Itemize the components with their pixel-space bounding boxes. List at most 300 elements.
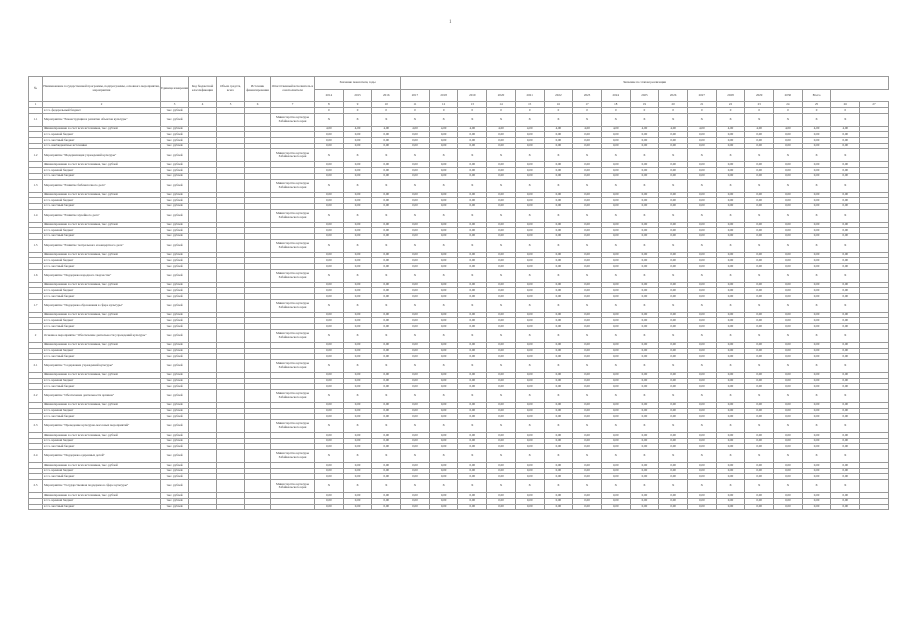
- value-cell: 0,00: [458, 342, 487, 348]
- value-cell: 0,00: [544, 384, 573, 390]
- value-cell: 0,00: [716, 414, 745, 420]
- row-name: Мероприятие "Проведение культурно-массовых мероприятий": [43, 420, 161, 433]
- value-cell: 0,00: [687, 264, 716, 270]
- row-name: в т.ч. краевой бюджет: [43, 258, 161, 264]
- value-cell: 0,00: [343, 252, 372, 258]
- index-cell: 25: [802, 102, 831, 108]
- value-cell: X: [745, 329, 774, 342]
- value-cell: 0,00: [401, 162, 430, 168]
- value-cell: 0,00: [659, 324, 688, 330]
- value-cell: 0,00: [515, 173, 544, 179]
- value-cell: X: [630, 209, 659, 222]
- value-cell: 0,00: [401, 233, 430, 239]
- row-sum: [217, 113, 245, 126]
- value-cell: 0,00: [831, 414, 860, 420]
- value-cell: 0,00: [601, 504, 630, 510]
- value-cell: X: [458, 179, 487, 192]
- year-header: 2018: [429, 90, 458, 102]
- value-cell: X: [429, 239, 458, 252]
- value-cell: 0: [458, 108, 487, 114]
- value-cell: 0,00: [372, 198, 401, 204]
- value-cell: 0,00: [515, 138, 544, 144]
- value-cell: 4,00: [687, 126, 716, 132]
- value-cell: 0,00: [515, 233, 544, 239]
- value-cell: 0,00: [687, 493, 716, 499]
- value-cell: 0,00: [831, 378, 860, 384]
- value-cell: X: [429, 359, 458, 372]
- value-cell: X: [745, 389, 774, 402]
- value-cell: X: [372, 179, 401, 192]
- value-cell: 4,00: [630, 126, 659, 132]
- row-name: Мероприятие "Развитие библиотечного дела": [43, 179, 161, 192]
- value-cell: X: [659, 420, 688, 433]
- value-cell: 0,00: [573, 348, 602, 354]
- row-name: в т.ч. местный бюджет: [43, 444, 161, 450]
- value-cell: 0,00: [716, 433, 745, 439]
- value-cell: 0,00: [343, 504, 372, 510]
- value-cell: 0,00: [716, 288, 745, 294]
- row-number: 2.2: [29, 389, 43, 402]
- value-cell: 0,00: [687, 348, 716, 354]
- value-cell: 0,00: [802, 498, 831, 504]
- value-cell: 0,00: [687, 433, 716, 439]
- value-cell: 0,00: [831, 168, 860, 174]
- value-cell: 0,00: [774, 402, 803, 408]
- row-unit: тыс. рублей: [161, 480, 189, 493]
- value-cell: 0,00: [601, 438, 630, 444]
- row-code: [189, 299, 217, 312]
- value-cell: 0,00: [774, 138, 803, 144]
- value-cell: 0,00: [716, 372, 745, 378]
- row-name: Финансирование за счет всех источников, тыс. рублей: [43, 372, 161, 378]
- row-unit: тыс. рублей: [161, 162, 189, 168]
- value-cell: 0: [515, 108, 544, 114]
- value-cell: 0,00: [716, 342, 745, 348]
- value-cell: X: [343, 299, 372, 312]
- value-cell: 0,00: [372, 162, 401, 168]
- value-cell: 0,00: [774, 348, 803, 354]
- value-cell: 0,00: [343, 342, 372, 348]
- value-cell: X: [573, 329, 602, 342]
- value-cell: 0,00: [458, 173, 487, 179]
- table-row: [29, 179, 889, 192]
- row-number: 2: [29, 329, 43, 342]
- row-source: [245, 450, 271, 463]
- value-cell: 0,00: [429, 342, 458, 348]
- row-name: в т.ч. краевой бюджет: [43, 438, 161, 444]
- value-cell: X: [716, 420, 745, 433]
- value-cell: 0: [659, 108, 688, 114]
- row-unit: тыс. рублей: [161, 198, 189, 204]
- value-cell: 0,00: [315, 378, 344, 384]
- value-cell: 0,00: [687, 282, 716, 288]
- value-cell: 0,00: [458, 408, 487, 414]
- value-cell: 0,00: [659, 438, 688, 444]
- value-cell: X: [487, 269, 516, 282]
- col-sum-header: Объем средств, всего: [217, 77, 245, 102]
- value-cell: 0,00: [774, 372, 803, 378]
- row-name: Мероприятие "Модернизация учреждений культуры": [43, 149, 161, 162]
- value-cell: 0,00: [544, 504, 573, 510]
- row-number: [29, 504, 43, 510]
- value-cell: 0,00: [315, 138, 344, 144]
- value-cell: 0,00: [831, 288, 860, 294]
- value-cell: 0,00: [831, 228, 860, 234]
- value-cell: 0,00: [745, 132, 774, 138]
- value-cell: 4,00: [831, 126, 860, 132]
- value-cell: X: [573, 359, 602, 372]
- value-cell: 0,00: [515, 378, 544, 384]
- value-cell: X: [401, 480, 430, 493]
- value-cell: 0,00: [515, 342, 544, 348]
- value-cell: 0,00: [630, 348, 659, 354]
- value-cell: 0,00: [716, 504, 745, 510]
- value-cell: 0,00: [372, 408, 401, 414]
- row-number: 1.1: [29, 113, 43, 126]
- value-cell: 0,00: [745, 433, 774, 439]
- value-cell: X: [544, 389, 573, 402]
- value-cell: 0,00: [774, 433, 803, 439]
- value-cell: 0,00: [774, 354, 803, 360]
- value-cell: 0,00: [630, 408, 659, 414]
- value-cell: 0,00: [401, 318, 430, 324]
- value-cell: 0,00: [372, 192, 401, 198]
- value-cell: 0,00: [544, 402, 573, 408]
- value-cell: X: [458, 113, 487, 126]
- value-cell: X: [745, 113, 774, 126]
- value-cell: 0,00: [515, 228, 544, 234]
- value-cell: X: [343, 209, 372, 222]
- value-cell: X: [458, 239, 487, 252]
- value-cell: 0,00: [716, 258, 745, 264]
- value-cell: 0,00: [487, 408, 516, 414]
- row-unit: тыс. рублей: [161, 378, 189, 384]
- value-cell: 0,00: [745, 493, 774, 499]
- value-cell: 0,00: [315, 203, 344, 209]
- value-cell: 0,00: [774, 318, 803, 324]
- value-cell: 0,00: [401, 132, 430, 138]
- value-cell: 4,00: [401, 126, 430, 132]
- row-exec: Министерство культуры Забайкальского края: [271, 359, 315, 372]
- value-cell: 0,00: [372, 138, 401, 144]
- value-cell: X: [458, 329, 487, 342]
- value-cell: X: [573, 480, 602, 493]
- value-cell: X: [745, 450, 774, 463]
- value-cell: 0,00: [802, 474, 831, 480]
- value-cell: X: [429, 269, 458, 282]
- value-cell: 0,00: [802, 468, 831, 474]
- value-cell: 0,00: [687, 312, 716, 318]
- value-cell: X: [372, 113, 401, 126]
- value-cell: 0,00: [687, 463, 716, 469]
- index-cell: 23: [745, 102, 774, 108]
- value-cell: X: [630, 179, 659, 192]
- value-cell: 0,00: [515, 324, 544, 330]
- value-cell: 0,00: [774, 192, 803, 198]
- value-cell: 0,00: [659, 288, 688, 294]
- value-cell: 0,00: [716, 173, 745, 179]
- row-name: в т.ч. краевой бюджет: [43, 408, 161, 414]
- value-cell: 0,00: [315, 444, 344, 450]
- value-cell: 0,00: [343, 384, 372, 390]
- row-source: [245, 359, 271, 372]
- value-cell: 0,00: [544, 324, 573, 330]
- row-unit: тыс. рублей: [161, 173, 189, 179]
- value-cell: 0,00: [372, 468, 401, 474]
- value-cell: 0,00: [716, 444, 745, 450]
- value-cell: X: [544, 149, 573, 162]
- value-cell: 0,00: [401, 493, 430, 499]
- value-cell: X: [401, 389, 430, 402]
- index-cell: 14: [487, 102, 516, 108]
- value-cell: 0,00: [831, 493, 860, 499]
- row-exec: Министерство культуры Забайкальского края: [271, 329, 315, 342]
- value-cell: 0,00: [487, 228, 516, 234]
- row-name: Мероприятие "Обеспечение деятельности архивов": [43, 389, 161, 402]
- value-cell: 0,00: [601, 493, 630, 499]
- row-name: Финансирование за счет всех источников, тыс. рублей: [43, 402, 161, 408]
- value-cell: 0,00: [315, 504, 344, 510]
- value-cell: 4,00: [573, 126, 602, 132]
- value-cell: 4,00: [601, 126, 630, 132]
- value-cell: 0,00: [802, 354, 831, 360]
- value-cell: 0,00: [716, 402, 745, 408]
- value-cell: 0,00: [659, 384, 688, 390]
- year-header: 2027: [687, 90, 716, 102]
- value-cell: 0,00: [487, 354, 516, 360]
- value-cell: 0,00: [831, 258, 860, 264]
- value-cell: X: [372, 329, 401, 342]
- value-cell: 0,00: [573, 408, 602, 414]
- value-cell: 0,00: [515, 414, 544, 420]
- value-cell: 0,00: [774, 384, 803, 390]
- value-cell: 0,00: [458, 354, 487, 360]
- value-cell: 0,00: [831, 198, 860, 204]
- value-cell: 0,00: [774, 252, 803, 258]
- value-cell: 0,00: [487, 173, 516, 179]
- row-unit: тыс. рублей: [161, 372, 189, 378]
- row-unit: тыс. рублей: [161, 312, 189, 318]
- value-cell: X: [487, 149, 516, 162]
- value-cell: 0,00: [372, 504, 401, 510]
- value-cell: X: [630, 359, 659, 372]
- value-cell: 0,00: [745, 504, 774, 510]
- value-cell: 0,00: [831, 264, 860, 270]
- value-cell: X: [429, 389, 458, 402]
- value-cell: 4,00: [515, 126, 544, 132]
- year-header: 2025: [630, 90, 659, 102]
- value-cell: 0,00: [573, 312, 602, 318]
- row-unit: тыс. рублей: [161, 108, 189, 114]
- value-cell: 0,00: [687, 173, 716, 179]
- value-cell: 0,00: [630, 474, 659, 480]
- value-cell: 0,00: [831, 222, 860, 228]
- value-cell: 0,00: [601, 348, 630, 354]
- value-cell: 0,00: [573, 252, 602, 258]
- value-cell: 0,00: [487, 264, 516, 270]
- value-cell: 0,00: [716, 138, 745, 144]
- value-cell: 0,00: [630, 233, 659, 239]
- value-cell: 0,00: [573, 294, 602, 300]
- value-cell: 0,00: [774, 222, 803, 228]
- table-row: [29, 329, 889, 342]
- value-cell: 0,00: [544, 312, 573, 318]
- value-cell: 0,00: [487, 168, 516, 174]
- row-sum: [217, 179, 245, 192]
- value-cell: 0,00: [687, 228, 716, 234]
- value-cell: 0,00: [372, 258, 401, 264]
- index-cell: 24: [774, 102, 803, 108]
- row-number: 2.1: [29, 359, 43, 372]
- value-cell: 0,00: [802, 198, 831, 204]
- value-cell: 0,00: [315, 252, 344, 258]
- value-cell: 0,00: [802, 318, 831, 324]
- value-cell: 0,00: [458, 402, 487, 408]
- index-cell: 11: [401, 102, 430, 108]
- value-cell: 0,00: [515, 312, 544, 318]
- value-cell: X: [372, 209, 401, 222]
- value-cell: 0,00: [630, 288, 659, 294]
- value-cell: X: [372, 269, 401, 282]
- row-exec: Министерство культуры Забайкальского края: [271, 480, 315, 493]
- row-name: в т.ч. местный бюджет: [43, 203, 161, 209]
- row-unit: тыс. рублей: [161, 420, 189, 433]
- value-cell: 0,00: [487, 444, 516, 450]
- value-cell: 0,00: [601, 402, 630, 408]
- value-cell: 0,00: [716, 228, 745, 234]
- value-cell: 0,00: [745, 294, 774, 300]
- value-cell: 0,00: [630, 222, 659, 228]
- value-cell: 0,00: [429, 402, 458, 408]
- value-cell: 0,00: [544, 198, 573, 204]
- value-cell: X: [802, 179, 831, 192]
- value-cell: 0,00: [573, 438, 602, 444]
- value-cell: X: [487, 450, 516, 463]
- value-cell: 0,00: [659, 222, 688, 228]
- value-cell: X: [372, 389, 401, 402]
- value-cell: X: [659, 329, 688, 342]
- value-cell: 0,00: [687, 408, 716, 414]
- value-cell: 0,00: [745, 192, 774, 198]
- value-cell: 0,00: [687, 252, 716, 258]
- value-cell: 0,00: [601, 468, 630, 474]
- value-cell: X: [716, 329, 745, 342]
- value-cell: X: [515, 299, 544, 312]
- value-cell: 4,00: [458, 126, 487, 132]
- value-cell: X: [429, 480, 458, 493]
- value-cell: 0,00: [659, 258, 688, 264]
- value-cell: 0,00: [429, 198, 458, 204]
- value-cell: 0,00: [458, 138, 487, 144]
- value-cell: 0,00: [544, 468, 573, 474]
- value-cell: 0,00: [831, 138, 860, 144]
- value-cell: 0,00: [515, 318, 544, 324]
- row-name: Мероприятие "Поддержка одаренных детей": [43, 450, 161, 463]
- value-cell: 0,00: [831, 162, 860, 168]
- value-cell: 0,00: [630, 228, 659, 234]
- col-name-header: Наименование государственной программы, подпрограммы, основного мероприятия, мероприятия: [43, 77, 161, 102]
- row-sum: [217, 239, 245, 252]
- value-cell: X: [573, 420, 602, 433]
- value-cell: X: [831, 239, 860, 252]
- value-cell: 0,00: [745, 162, 774, 168]
- value-cell: X: [401, 269, 430, 282]
- value-cell: X: [601, 113, 630, 126]
- value-cell: 0,00: [487, 463, 516, 469]
- value-cell: 0,00: [716, 203, 745, 209]
- value-cell: 0,00: [458, 288, 487, 294]
- value-cell: X: [774, 480, 803, 493]
- value-cell: 0,00: [716, 282, 745, 288]
- value-cell: 0,00: [401, 258, 430, 264]
- row-code: [189, 239, 217, 252]
- value-cell: 0,00: [487, 318, 516, 324]
- value-cell: 0,00: [315, 384, 344, 390]
- value-cell: 0,00: [687, 378, 716, 384]
- value-cell: 0,00: [458, 222, 487, 228]
- value-cell: 0,00: [343, 168, 372, 174]
- value-cell: X: [429, 149, 458, 162]
- row-sum: [217, 420, 245, 433]
- row-unit: тыс. рублей: [161, 149, 189, 162]
- value-cell: 0,00: [544, 438, 573, 444]
- value-cell: 0,00: [745, 414, 774, 420]
- value-cell: 0,00: [343, 173, 372, 179]
- budget-table: [28, 76, 889, 510]
- value-cell: 0,00: [487, 143, 516, 149]
- value-cell: 0,00: [573, 354, 602, 360]
- value-cell: 0,00: [831, 408, 860, 414]
- value-cell: X: [601, 450, 630, 463]
- row-unit: тыс. рублей: [161, 294, 189, 300]
- index-cell: 2: [43, 102, 161, 108]
- row-name: Финансирование за счет всех источников, тыс. рублей: [43, 192, 161, 198]
- value-cell: 0,00: [601, 264, 630, 270]
- value-cell: 0,00: [487, 433, 516, 439]
- value-cell: 0,00: [687, 132, 716, 138]
- value-cell: 0,00: [458, 433, 487, 439]
- row-code: [189, 450, 217, 463]
- value-cell: 0,00: [630, 162, 659, 168]
- year-header: 2022: [544, 90, 573, 102]
- value-cell: X: [601, 420, 630, 433]
- value-cell: 0,00: [401, 384, 430, 390]
- value-cell: 0,00: [716, 384, 745, 390]
- year-header: 2026: [659, 90, 688, 102]
- value-cell: 0,00: [401, 438, 430, 444]
- value-cell: 0,00: [401, 264, 430, 270]
- value-cell: 0,00: [687, 414, 716, 420]
- value-cell: 0,00: [687, 203, 716, 209]
- value-cell: 0,00: [802, 378, 831, 384]
- value-cell: 0,00: [343, 408, 372, 414]
- row-name: Финансирование за счет всех источников, тыс. рублей: [43, 493, 161, 499]
- value-cell: X: [544, 179, 573, 192]
- row-code: [189, 269, 217, 282]
- value-cell: 0,00: [372, 252, 401, 258]
- value-cell: 0,00: [429, 468, 458, 474]
- value-cell: 0,00: [601, 498, 630, 504]
- value-cell: 0,00: [458, 372, 487, 378]
- value-cell: 0,00: [831, 504, 860, 510]
- row-name: в т.ч. местный бюджет: [43, 384, 161, 390]
- value-cell: 0,00: [774, 342, 803, 348]
- value-cell: 0,00: [630, 504, 659, 510]
- value-cell: 0,00: [802, 402, 831, 408]
- value-cell: X: [315, 480, 344, 493]
- value-cell: X: [774, 149, 803, 162]
- value-cell: 0,00: [659, 408, 688, 414]
